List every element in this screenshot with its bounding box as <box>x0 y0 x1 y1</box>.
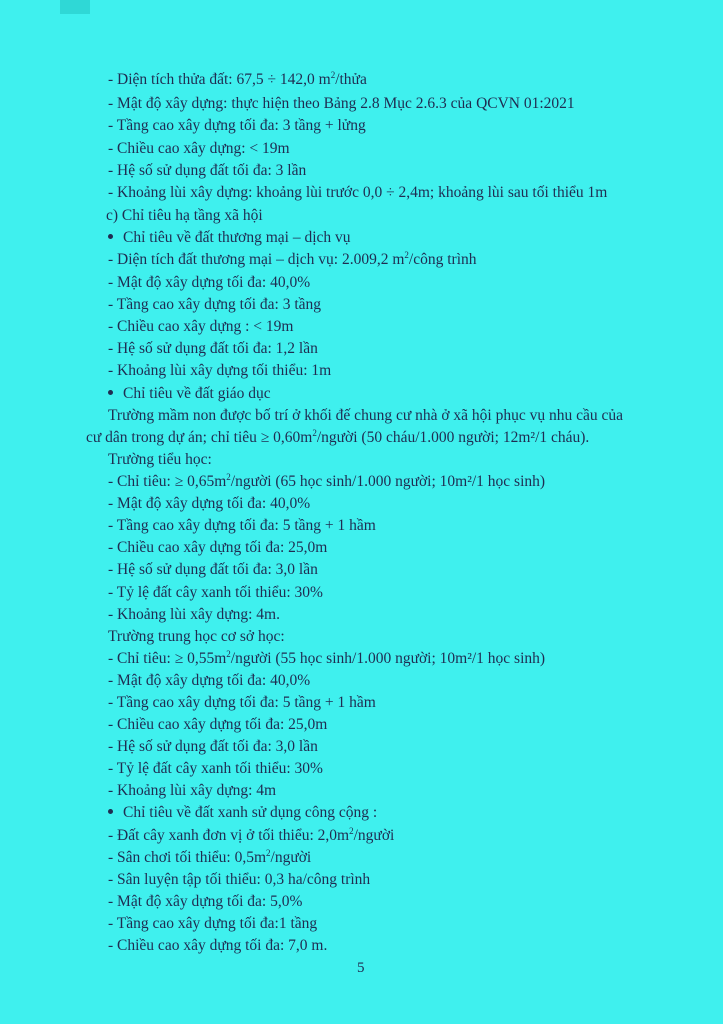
text-line: - Diện tích thửa đất: 67,5 ÷ 142,0 $m^2$/thửa <box>108 69 367 88</box>
bullet-heading: Chỉ tiêu về đất xanh sử dụng công cộng : <box>108 803 377 823</box>
text-line: - Chiều cao xây dựng tối đa: 25,0m <box>108 716 328 733</box>
text-line: - Khoảng lùi xây dựng: 4m <box>108 782 277 799</box>
text-line: - Mật độ xây dựng tối đa: 40,0% <box>108 495 311 512</box>
page-number: 5 <box>357 960 365 976</box>
text-line: - Tầng cao xây dựng tối đa: 5 tầng + 1 hầm <box>108 694 376 711</box>
bullet-heading: Chỉ tiêu về đất giáo dục <box>108 384 271 404</box>
text-line: - Sân luyện tập tối thiểu: 0,3 ha/công trình <box>108 871 371 888</box>
section-heading: c) Chỉ tiêu hạ tầng xã hội <box>106 207 263 224</box>
text-line: - Tầng cao xây dựng tối đa: 3 tầng + lửng <box>108 117 366 134</box>
text-line: - Mật độ xây dựng: thực hiện theo Bảng 2.8 Mục 2.6.3 của QCVN 01:2021 <box>108 95 575 112</box>
subheading: Trường trung học cơ sở học: <box>108 628 285 645</box>
text-line: - Chiều cao xây dựng tối đa: 25,0m <box>108 539 328 556</box>
text-line: - Hệ số sử dụng đất tối đa: 1,2 lần <box>108 340 318 357</box>
text-line: - Chiều cao xây dựng : < 19m <box>108 318 294 335</box>
subheading: Trường tiểu học: <box>108 451 212 468</box>
text-line: - Chiều cao xây dựng tối đa: 7,0 m. <box>108 937 328 954</box>
scan-edge-strip <box>60 0 90 14</box>
text-line: - Khoảng lùi xây dựng: khoảng lùi trước 0,0 ÷ 2,4m; khoảng lùi sau tối thiểu 1m <box>108 184 608 201</box>
text-line: - Tỷ lệ đất cây xanh tối thiểu: 30% <box>108 584 323 601</box>
text-line: - Tỷ lệ đất cây xanh tối thiểu: 30% <box>108 760 323 777</box>
text-line: - Hệ số sử dụng đất tối đa: 3,0 lần <box>108 738 318 755</box>
text-line: - Mật độ xây dựng tối đa: 5,0% <box>108 893 303 910</box>
text-line: - Khoảng lùi xây dựng: 4m. <box>108 606 280 623</box>
text-line: - Hệ số sử dụng đất tối đa: 3 lần <box>108 162 307 179</box>
bullet-icon <box>108 234 113 239</box>
text-line: - Chỉ tiêu: ≥ $0,55m^2$/người (55 học sinh/1.000 người; 10m²/1 học sinh) <box>108 648 546 667</box>
paragraph-line: cư dân trong dự án; chỉ tiêu ≥ $0,60m^2$/người (50 cháu/1.000 người; 12m²/1 cháu). <box>86 427 590 446</box>
text-line: - Mật độ xây dựng tối đa: 40,0% <box>108 672 311 689</box>
bullet-icon <box>108 809 113 814</box>
text-line: - Tầng cao xây dựng tối đa:1 tầng <box>108 915 318 932</box>
text-line: - Sân chơi tối thiểu: $0,5m^2$/người <box>108 847 312 866</box>
text-line: - Diện tích đất thương mại – dịch vụ: 2.009,2 $m^2$/công trình <box>108 249 477 268</box>
bullet-heading: Chỉ tiêu về đất thương mại – dịch vụ <box>108 228 351 248</box>
text-line: - Chiều cao xây dựng: < 19m <box>108 140 290 157</box>
margin-scan-mark <box>703 330 713 460</box>
text-line: - Tầng cao xây dựng tối đa: 5 tầng + 1 hầm <box>108 517 376 534</box>
paragraph-line: Trường mầm non được bố trí ở khối đế chung cư nhà ở xã hội phục vụ nhu cầu của <box>108 407 624 424</box>
text-line: - Khoảng lùi xây dựng tối thiểu: 1m <box>108 362 332 379</box>
text-line: - Đất cây xanh đơn vị ở tối thiểu: $2,0m^2$/người <box>108 825 395 844</box>
text-line: - Tầng cao xây dựng tối đa: 3 tầng <box>108 296 322 313</box>
text-line: - Chỉ tiêu: ≥ $0,65m^2$/người (65 học sinh/1.000 người; 10m²/1 học sinh) <box>108 471 546 490</box>
text-line: - Mật độ xây dựng tối đa: 40,0% <box>108 274 311 291</box>
text-line: - Hệ số sử dụng đất tối đa: 3,0 lần <box>108 561 318 578</box>
bullet-icon <box>108 390 113 395</box>
